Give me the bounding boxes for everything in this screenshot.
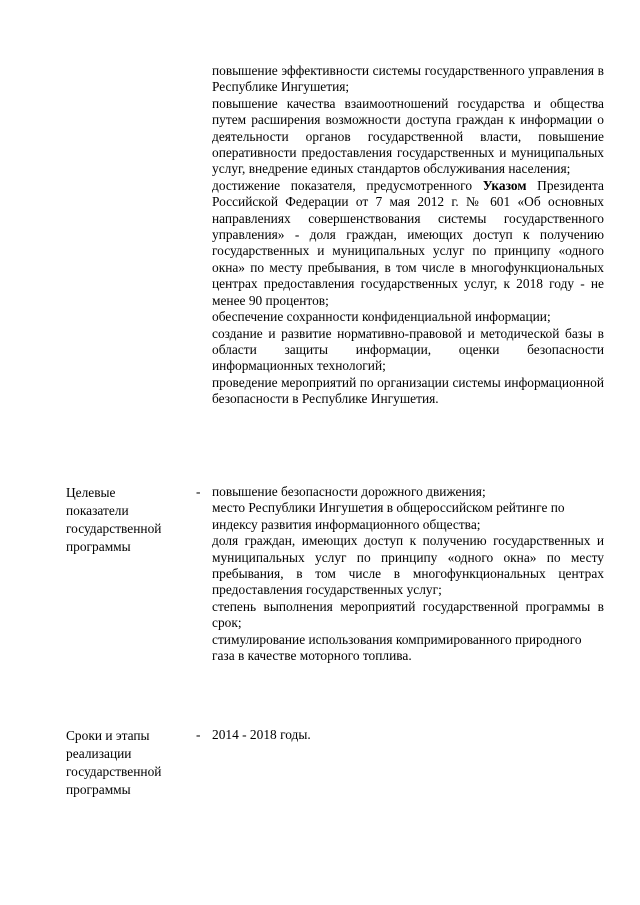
objective-item: создание и развитие нормативно-правовой и методической базы в области защиты информации, оценки безопасности информационных технологий; [212, 325, 604, 374]
targets-content [212, 484, 604, 664]
objective-item: обеспечение сохранности конфиденциальной информации; [212, 309, 551, 325]
objective-item: повышение эффективности системы государственного управления в Республике Ингушетия; [212, 63, 604, 95]
target-item: место Республики Ингушетия в общероссийском рейтинге по индексу развития информационного общества; [212, 500, 565, 532]
objective-item: повышение качества взаимоотношений государства и общества путем расширения возможности доступа граждан к информации о деятельности органов государственной власти, повышение оперативности предоставления государственных и муниципальных услуг, внедрение единых стандартов обслуживания населения; [212, 95, 604, 177]
targets-label: Целевые показатели государственной программы [66, 485, 162, 554]
terms-label: Сроки и этапы реализации государственной программы [66, 728, 162, 797]
decree-link-text: Указом [482, 177, 527, 193]
terms-dash: - [196, 727, 201, 742]
objective-item: проведение мероприятий по организации системы информационной безопасности в Республике Ингушетия. [212, 374, 604, 407]
target-item: стимулирование использования компримированного природного газа в качестве моторного топлива. [212, 631, 582, 664]
target-item: доля граждан, имеющих доступ к получению государственных и муниципальных услуг по принципу «одного окна» по месту пребывания, в том числе в многофункциональных центрах предоставления государственных услуг; [212, 533, 604, 598]
target-item: повышение безопасности дорожного движения; [212, 484, 486, 499]
target-item: степень выполнения мероприятий государственной программы в срок; [212, 598, 604, 631]
objective-item: достижение показателя, предусмотренного Указом Президента Российской Федерации от 7 мая 2012 г. № 601 «Об основных направлениях совершенствования системы государственного управления» - доля граждан, имеющих доступ к получению государственных и муниципальных услуг по принципу «одного окна» по месту пребывания, в том числе в многофункциональных центрах предоставления государственных услуг, к 2018 году - не менее 90 процентов; [212, 177, 604, 308]
targets-dash: - [196, 484, 201, 499]
terms-value: 2014 - 2018 годы. [212, 727, 311, 742]
objectives-continuation [212, 63, 604, 408]
